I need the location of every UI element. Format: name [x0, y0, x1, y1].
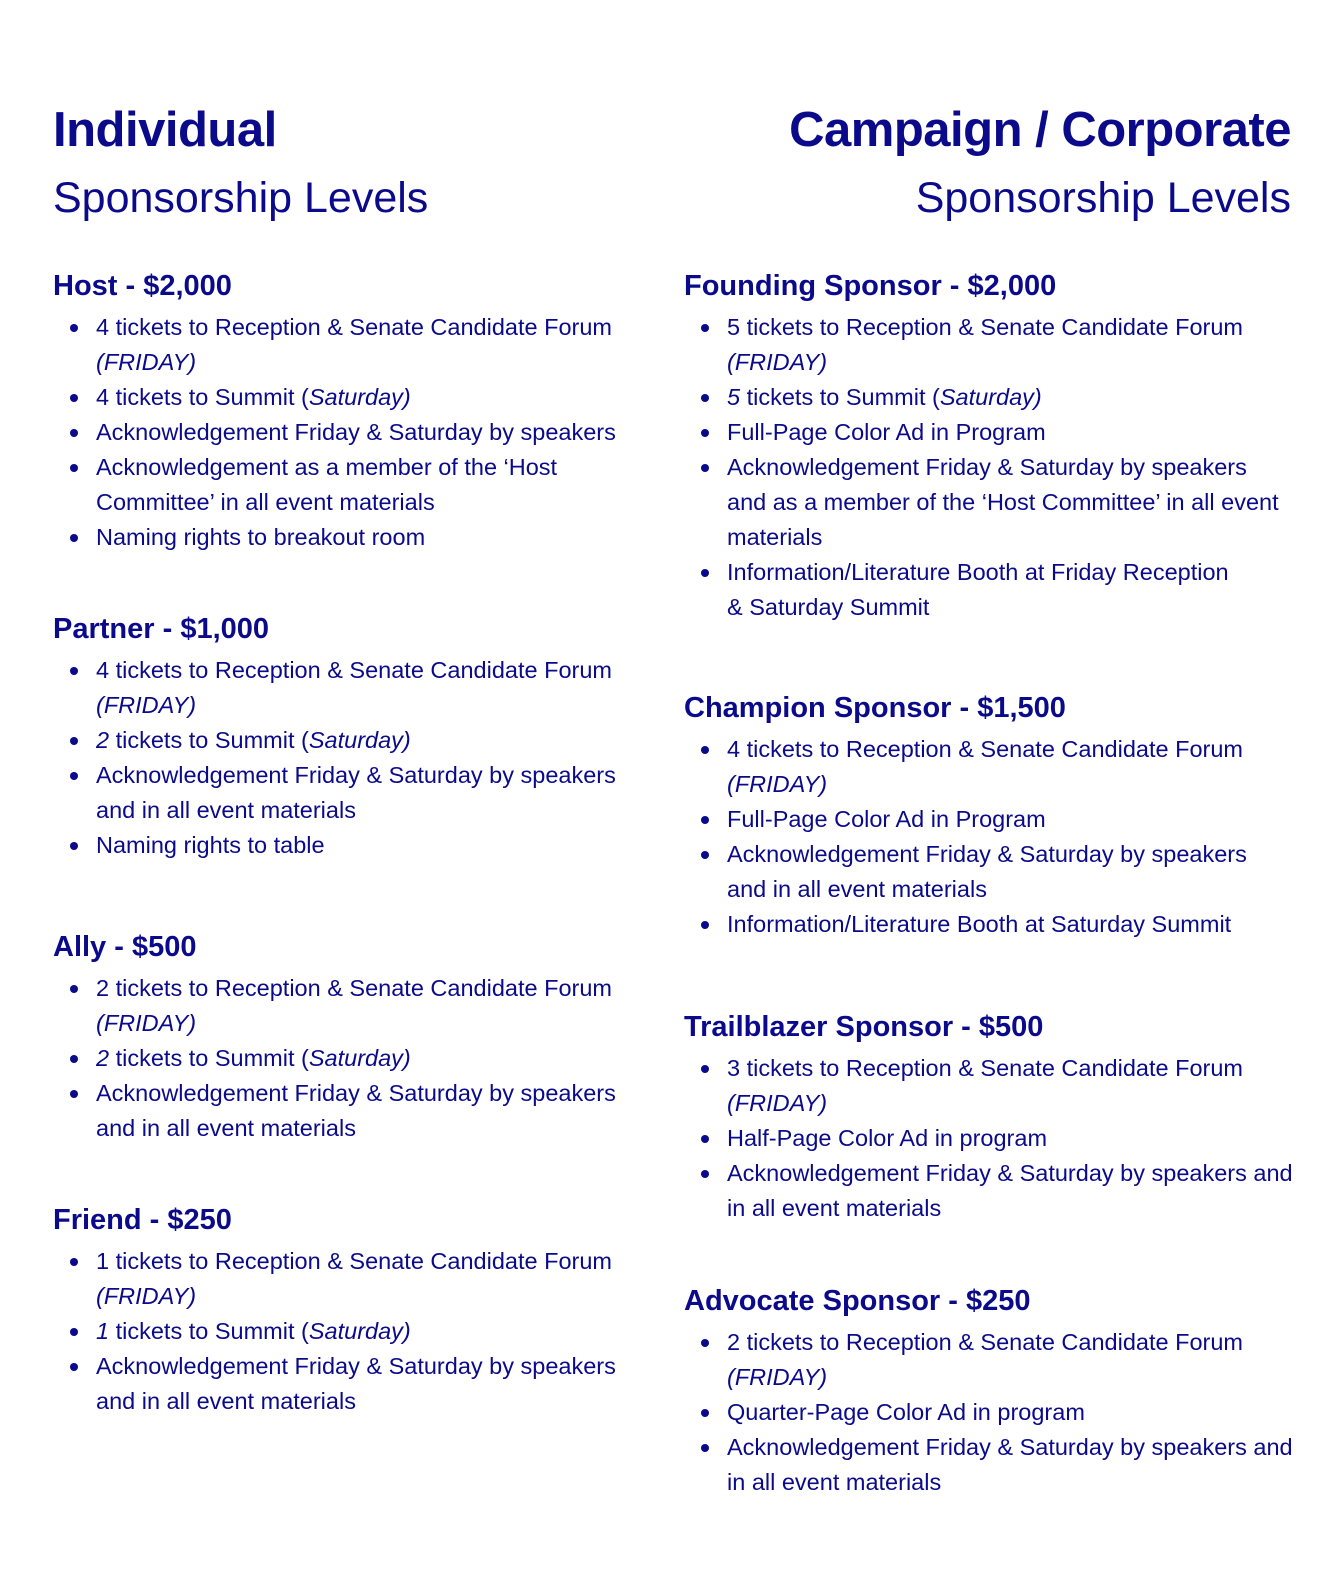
benefit-list — [684, 310, 1304, 625]
benefit-list — [684, 1051, 1304, 1226]
benefit-item: 2 tickets to Reception & Senate Candidate Forum (FRIDAY) — [727, 1325, 1304, 1395]
benefit-list — [684, 732, 1304, 942]
benefit-item: 2 tickets to Summit (Saturday) — [96, 723, 673, 758]
benefit-item: 4 tickets to Reception & Senate Candidate Forum (FRIDAY) — [96, 310, 673, 380]
benefit-item: Naming rights to breakout room — [96, 520, 673, 555]
level-title: Advocate Sponsor - $250 — [684, 1285, 1031, 1317]
benefit-item: 4 tickets to Reception & Senate Candidate Forum (FRIDAY) — [96, 653, 673, 723]
level-title: Friend - $250 — [53, 1204, 232, 1236]
individual-subtitle: Sponsorship Levels — [53, 174, 429, 222]
benefit-item: 4 tickets to Reception & Senate Candidate Forum (FRIDAY) — [727, 732, 1304, 802]
level-title: Champion Sponsor - $1,500 — [684, 692, 1066, 724]
corporate-subtitle: Sponsorship Levels — [915, 174, 1291, 222]
benefit-item: Acknowledgement Friday & Saturday by speakers and in all event materials — [727, 837, 1247, 907]
level-partner — [53, 611, 673, 863]
level-advocate — [684, 1283, 1304, 1500]
benefit-item: 4 tickets to Summit (Saturday) — [96, 380, 673, 415]
benefit-item: Naming rights to table — [96, 828, 673, 863]
level-title: Ally - $500 — [53, 931, 197, 963]
benefit-item: 5 tickets to Summit (Saturday) — [727, 380, 1304, 415]
level-ally — [53, 929, 673, 1146]
benefit-item: Acknowledgement Friday & Saturday by speakers — [96, 415, 673, 450]
level-champion — [684, 690, 1304, 942]
benefit-item: 5 tickets to Reception & Senate Candidate Forum (FRIDAY) — [727, 310, 1304, 380]
level-title: Trailblazer Sponsor - $500 — [684, 1011, 1044, 1043]
benefit-item: 3 tickets to Reception & Senate Candidate Forum (FRIDAY) — [727, 1051, 1304, 1121]
level-founding — [684, 268, 1304, 625]
benefit-list — [53, 971, 673, 1146]
benefit-list — [53, 310, 673, 555]
benefit-item: 2 tickets to Reception & Senate Candidate Forum (FRIDAY) — [96, 971, 673, 1041]
individual-heading — [53, 100, 653, 226]
individual-title: Individual — [53, 103, 277, 157]
benefit-item: Acknowledgement Friday & Saturday by speakers and as a member of the ‘Host Committee’ in all event materials — [727, 450, 1287, 555]
benefit-item: Acknowledgement Friday & Saturday by speakers and in all event materials — [96, 1349, 616, 1419]
level-title: Host - $2,000 — [53, 270, 232, 302]
benefit-list — [684, 1325, 1304, 1500]
benefit-item: Acknowledgement Friday & Saturday by speakers and in all event materials — [96, 758, 616, 828]
benefit-item: Acknowledgement Friday & Saturday by speakers and in all event materials — [727, 1156, 1307, 1226]
benefit-item: Acknowledgement as a member of the ‘Host Committee’ in all event materials — [96, 450, 596, 520]
level-title: Founding Sponsor - $2,000 — [684, 270, 1057, 302]
level-host — [53, 268, 673, 555]
benefit-item: Quarter-Page Color Ad in program — [727, 1395, 1304, 1430]
benefit-item: Information/Literature Booth at Saturday Summit — [727, 907, 1304, 942]
benefit-item: Half-Page Color Ad in program — [727, 1121, 1304, 1156]
benefit-item: Acknowledgement Friday & Saturday by speakers and in all event materials — [96, 1076, 616, 1146]
corporate-heading — [691, 100, 1291, 226]
level-trailblazer — [684, 1009, 1304, 1226]
benefit-item: 1 tickets to Reception & Senate Candidate Forum (FRIDAY) — [96, 1244, 673, 1314]
benefit-item: Information/Literature Booth at Friday Reception & Saturday Summit — [727, 555, 1247, 625]
level-friend — [53, 1202, 673, 1419]
benefit-item: Full-Page Color Ad in Program — [727, 802, 1304, 837]
benefit-list — [53, 1244, 673, 1419]
level-title: Partner - $1,000 — [53, 613, 270, 645]
corporate-title: Campaign / Corporate — [789, 103, 1291, 157]
benefit-item: 2 tickets to Summit (Saturday) — [96, 1041, 673, 1076]
benefit-item: Acknowledgement Friday & Saturday by speakers and in all event materials — [727, 1430, 1307, 1500]
benefit-item: Full-Page Color Ad in Program — [727, 415, 1304, 450]
benefit-list — [53, 653, 673, 863]
benefit-item: 1 tickets to Summit (Saturday) — [96, 1314, 673, 1349]
